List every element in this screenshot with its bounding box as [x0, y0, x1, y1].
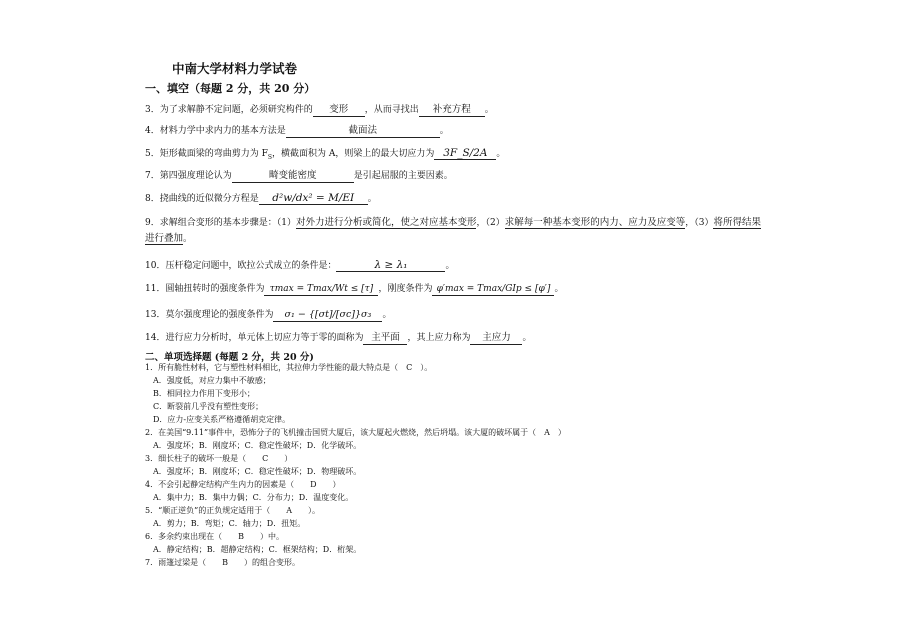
- mc-question: 3．细长柱子的破坏一般是（ C ）: [145, 454, 293, 463]
- mc-question: 7．雨篷过梁是（ B ）的组合变形。: [145, 558, 300, 567]
- mc-question: 6．多余约束出现在（ B ）中。: [145, 532, 284, 541]
- formula-blank: σ₁ − {[σt]/[σc]}σ₃: [273, 309, 382, 322]
- fill-q9: 9．求解组合变形的基本步骤是：（1）对外力进行分析或简化，使之对应基本变形，（2）求解每一种基本变形的内力、应力及应变等，（3）将所得结果进行叠加。: [145, 217, 761, 244]
- mc-option: D．应力-应变关系严格遵循胡克定律。: [153, 415, 291, 424]
- answer-blank: 畸变能密度: [232, 170, 354, 183]
- fill-q11: 11．圆轴扭转时的强度条件为 τmax = Tmax/Wt ≤ [τ] ，刚度条件为 φ′max = Tmax/GIp ≤ [φ′] 。: [145, 284, 564, 294]
- answer-blank: 对外力进行分析或简化，使之对应基本变形: [295, 217, 477, 228]
- fill-q8: 8．挠曲线的近似微分方程是 d²w/dx² = M/EI 。: [145, 192, 377, 204]
- fill-q7: 7．第四强度理论认为 畸变能密度 是引起屈服的主要因素。: [145, 170, 453, 181]
- formula-blank: τmax = Tmax/Wt ≤ [τ]: [264, 283, 378, 296]
- answer-blank: 主平面: [363, 332, 407, 345]
- fill-q5: 5．矩形截面梁的弯曲剪力为 $F_S$，横截面积为 A，则梁上的最大切应力为 3F_S/2A 。: [145, 147, 506, 161]
- mc-option: C．断裂前几乎没有塑性变形；: [153, 402, 264, 411]
- mc-question: 1．所有脆性材料，它与塑性材料相比，其拉伸力学性能的最大特点是（ C ）。: [145, 363, 433, 372]
- mc-option: A．强度坏；B．刚度坏；C．稳定性破坏；D．物理破坏。: [153, 467, 362, 476]
- mc-option: A．强度低，对应力集中不敏感；: [153, 376, 271, 385]
- section-multiple-choice-heading: 二、单项选择题 (每题 2 分，共 20 分): [145, 352, 314, 363]
- mc-question: 2．在美国“9.11”事件中，恐怖分子的飞机撞击国贸大厦后，该大厦起火燃烧，然后坍塌。该大厦的破坏属于（ A ）: [145, 428, 566, 437]
- exam-title: 中南大学材料力学试卷: [172, 61, 298, 76]
- mc-option: A．静定结构；B．超静定结构；C．框架结构；D．桁架。: [153, 545, 362, 554]
- fill-q3: 3．为了求解静不定问题，必须研究构件的 变形 ，从而寻找出 补充方程 。: [145, 104, 494, 115]
- formula-blank: d²w/dx² = M/EI: [259, 192, 368, 205]
- fill-q14: 14．进行应力分析时，单元体上切应力等于零的面称为 主平面 ，其上应力称为 主应力 。: [145, 332, 532, 343]
- answer-blank: 变形: [313, 104, 365, 117]
- mc-option: A．剪力；B．弯矩；C．轴力；D．扭矩。: [153, 519, 306, 528]
- answer-blank: 求解每一种基本变形的内力、应力及应变等: [504, 217, 686, 228]
- formula-blank: λ ≥ λ₁: [336, 259, 445, 272]
- mc-question: 5．“顺正逆负”的正负规定适用于（ A ）。: [145, 506, 321, 515]
- mc-option: B．相同拉力作用下变形小；: [153, 389, 255, 398]
- formula-blank: 3F_S/2A: [434, 147, 496, 160]
- answer-blank: 补充方程: [419, 104, 485, 117]
- answer-blank: 主应力: [470, 332, 522, 345]
- mc-question: 4．不会引起静定结构产生内力的因素是（ D ）: [145, 480, 341, 489]
- answer-blank: 将所得结果进行叠加: [145, 217, 761, 244]
- answer-blank: 截面法: [286, 125, 440, 138]
- mc-option: A．强度坏；B．刚度坏；C．稳定性破坏；D．化学破坏。: [153, 441, 362, 450]
- fill-q10: 10．压杆稳定问题中，欧拉公式成立的条件是： λ ≥ λ₁ 。: [145, 259, 455, 271]
- mc-option: A．集中力；B．集中力偶；C．分布力；D．温度变化。: [153, 493, 354, 502]
- fill-q4: 4．材料力学中求内力的基本方法是 截面法 。: [145, 125, 449, 136]
- fill-q13: 13．莫尔强度理论的强度条件为 σ₁ − {[σt]/[σc]}σ₃ 。: [145, 309, 392, 320]
- section-fill-blank-heading: 一、填空（每题 2 分，共 20 分）: [145, 82, 316, 95]
- formula-blank: φ′max = Tmax/GIp ≤ [φ′]: [432, 283, 554, 296]
